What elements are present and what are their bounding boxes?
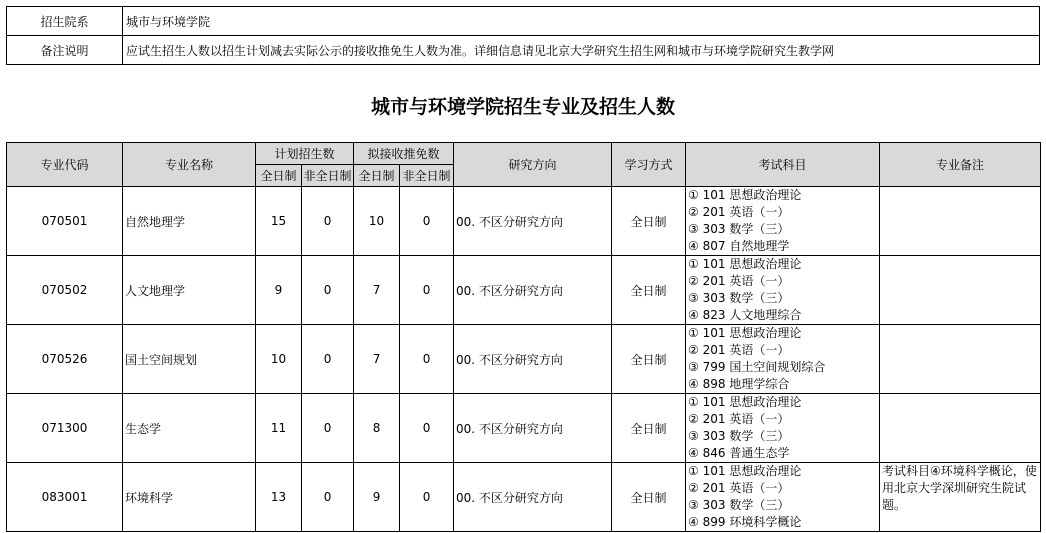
cell-subjects — [686, 463, 880, 532]
header-plan: 计划招生数 — [256, 143, 354, 165]
cell-rec-ft: 7 — [354, 325, 400, 394]
cell-mode: 全日制 — [612, 187, 686, 256]
subject-4: ④ 807 自然地理学 — [688, 239, 790, 253]
page-title: 城市与环境学院招生专业及招生人数 — [370, 96, 675, 118]
cell-rec-pt: 0 — [400, 256, 454, 325]
header-mode: 学习方式 — [612, 143, 686, 187]
subject-3: ③ 303 数学（三） — [688, 291, 790, 305]
subject-4: ④ 846 普通生态学 — [688, 446, 790, 460]
info-row-college — [7, 7, 1040, 36]
cell-plan-ft: 11 — [256, 394, 302, 463]
remark-label: 备注说明 — [7, 36, 123, 65]
subject-1: ① 101 思想政治理论 — [688, 257, 802, 271]
subject-2: ② 201 英语（一） — [688, 412, 790, 426]
subject-2: ② 201 英语（一） — [688, 481, 790, 495]
enrollment-table — [6, 142, 1041, 532]
cell-direction: 00. 不区分研究方向 — [454, 256, 612, 325]
subject-3: ③ 303 数学（三） — [688, 498, 790, 512]
subject-2: ② 201 英语（一） — [688, 343, 790, 357]
subject-2: ② 201 英语（一） — [688, 274, 790, 288]
cell-direction: 00. 不区分研究方向 — [454, 463, 612, 532]
cell-rec-pt: 0 — [400, 394, 454, 463]
cell-mode: 全日制 — [612, 256, 686, 325]
cell-note — [880, 256, 1041, 325]
subject-4: ④ 899 环境科学概论 — [688, 515, 802, 529]
cell-name: 生态学 — [123, 394, 256, 463]
header-rec-fulltime: 全日制 — [354, 165, 400, 187]
info-table — [6, 6, 1040, 65]
table-row — [7, 187, 1041, 256]
subject-3: ③ 303 数学（三） — [688, 222, 790, 236]
subject-1: ① 101 思想政治理论 — [688, 188, 802, 202]
cell-plan-pt: 0 — [302, 394, 354, 463]
cell-subjects — [686, 256, 880, 325]
cell-plan-ft: 9 — [256, 256, 302, 325]
cell-rec-ft: 9 — [354, 463, 400, 532]
cell-code: 070526 — [7, 325, 123, 394]
cell-plan-pt: 0 — [302, 463, 354, 532]
cell-note — [880, 325, 1041, 394]
subject-4: ④ 823 人文地理综合 — [688, 308, 802, 322]
cell-rec-ft: 10 — [354, 187, 400, 256]
cell-code: 071300 — [7, 394, 123, 463]
cell-direction: 00. 不区分研究方向 — [454, 325, 612, 394]
header-exam: 考试科目 — [686, 143, 880, 187]
header-plan-parttime: 非全日制 — [302, 165, 354, 187]
cell-rec-pt: 0 — [400, 187, 454, 256]
subject-3: ③ 799 国土空间规划综合 — [688, 360, 826, 374]
cell-rec-pt: 0 — [400, 325, 454, 394]
subject-1: ① 101 思想政治理论 — [688, 464, 802, 478]
header-recommend: 拟接收推免数 — [354, 143, 454, 165]
cell-name: 自然地理学 — [123, 187, 256, 256]
cell-plan-pt: 0 — [302, 187, 354, 256]
cell-direction: 00. 不区分研究方向 — [454, 187, 612, 256]
cell-name: 国土空间规划 — [123, 325, 256, 394]
info-row-remark — [7, 36, 1040, 65]
cell-mode: 全日制 — [612, 325, 686, 394]
cell-code: 070501 — [7, 187, 123, 256]
header-direction: 研究方向 — [454, 143, 612, 187]
cell-subjects — [686, 325, 880, 394]
header-name: 专业名称 — [123, 143, 256, 187]
table-row — [7, 325, 1041, 394]
table-row — [7, 256, 1041, 325]
cell-subjects — [686, 187, 880, 256]
subject-4: ④ 898 地理学综合 — [688, 377, 790, 391]
header-plan-fulltime: 全日制 — [256, 165, 302, 187]
cell-plan-ft: 10 — [256, 325, 302, 394]
cell-rec-pt: 0 — [400, 463, 454, 532]
header-code: 专业代码 — [7, 143, 123, 187]
cell-plan-pt: 0 — [302, 325, 354, 394]
cell-note — [880, 394, 1041, 463]
college-value: 城市与环境学院 — [123, 7, 1040, 36]
remark-value: 应试生招生人数以招生计划减去实际公示的接收推免生人数为准。详细信息请见北京大学研究生招生网和城市与环境学院研究生教学网 — [123, 36, 1040, 65]
cell-plan-ft: 15 — [256, 187, 302, 256]
subject-3: ③ 303 数学（三） — [688, 429, 790, 443]
cell-rec-ft: 8 — [354, 394, 400, 463]
cell-code: 083001 — [7, 463, 123, 532]
cell-mode: 全日制 — [612, 463, 686, 532]
header-note: 专业备注 — [880, 143, 1041, 187]
header-row-1 — [7, 143, 1041, 165]
cell-name: 环境科学 — [123, 463, 256, 532]
table-row — [7, 463, 1041, 532]
cell-note — [880, 187, 1041, 256]
cell-mode: 全日制 — [612, 394, 686, 463]
college-label: 招生院系 — [7, 7, 123, 36]
cell-plan-ft: 13 — [256, 463, 302, 532]
cell-rec-ft: 7 — [354, 256, 400, 325]
table-row — [7, 394, 1041, 463]
cell-note: 考试科目④环境科学概论，使用北京大学深圳研究生院试题。 — [880, 463, 1041, 532]
subject-1: ① 101 思想政治理论 — [688, 395, 802, 409]
subject-1: ① 101 思想政治理论 — [688, 326, 802, 340]
cell-subjects — [686, 394, 880, 463]
header-rec-parttime: 非全日制 — [400, 165, 454, 187]
cell-plan-pt: 0 — [302, 256, 354, 325]
cell-direction: 00. 不区分研究方向 — [454, 394, 612, 463]
cell-name: 人文地理学 — [123, 256, 256, 325]
cell-code: 070502 — [7, 256, 123, 325]
subject-2: ② 201 英语（一） — [688, 205, 790, 219]
